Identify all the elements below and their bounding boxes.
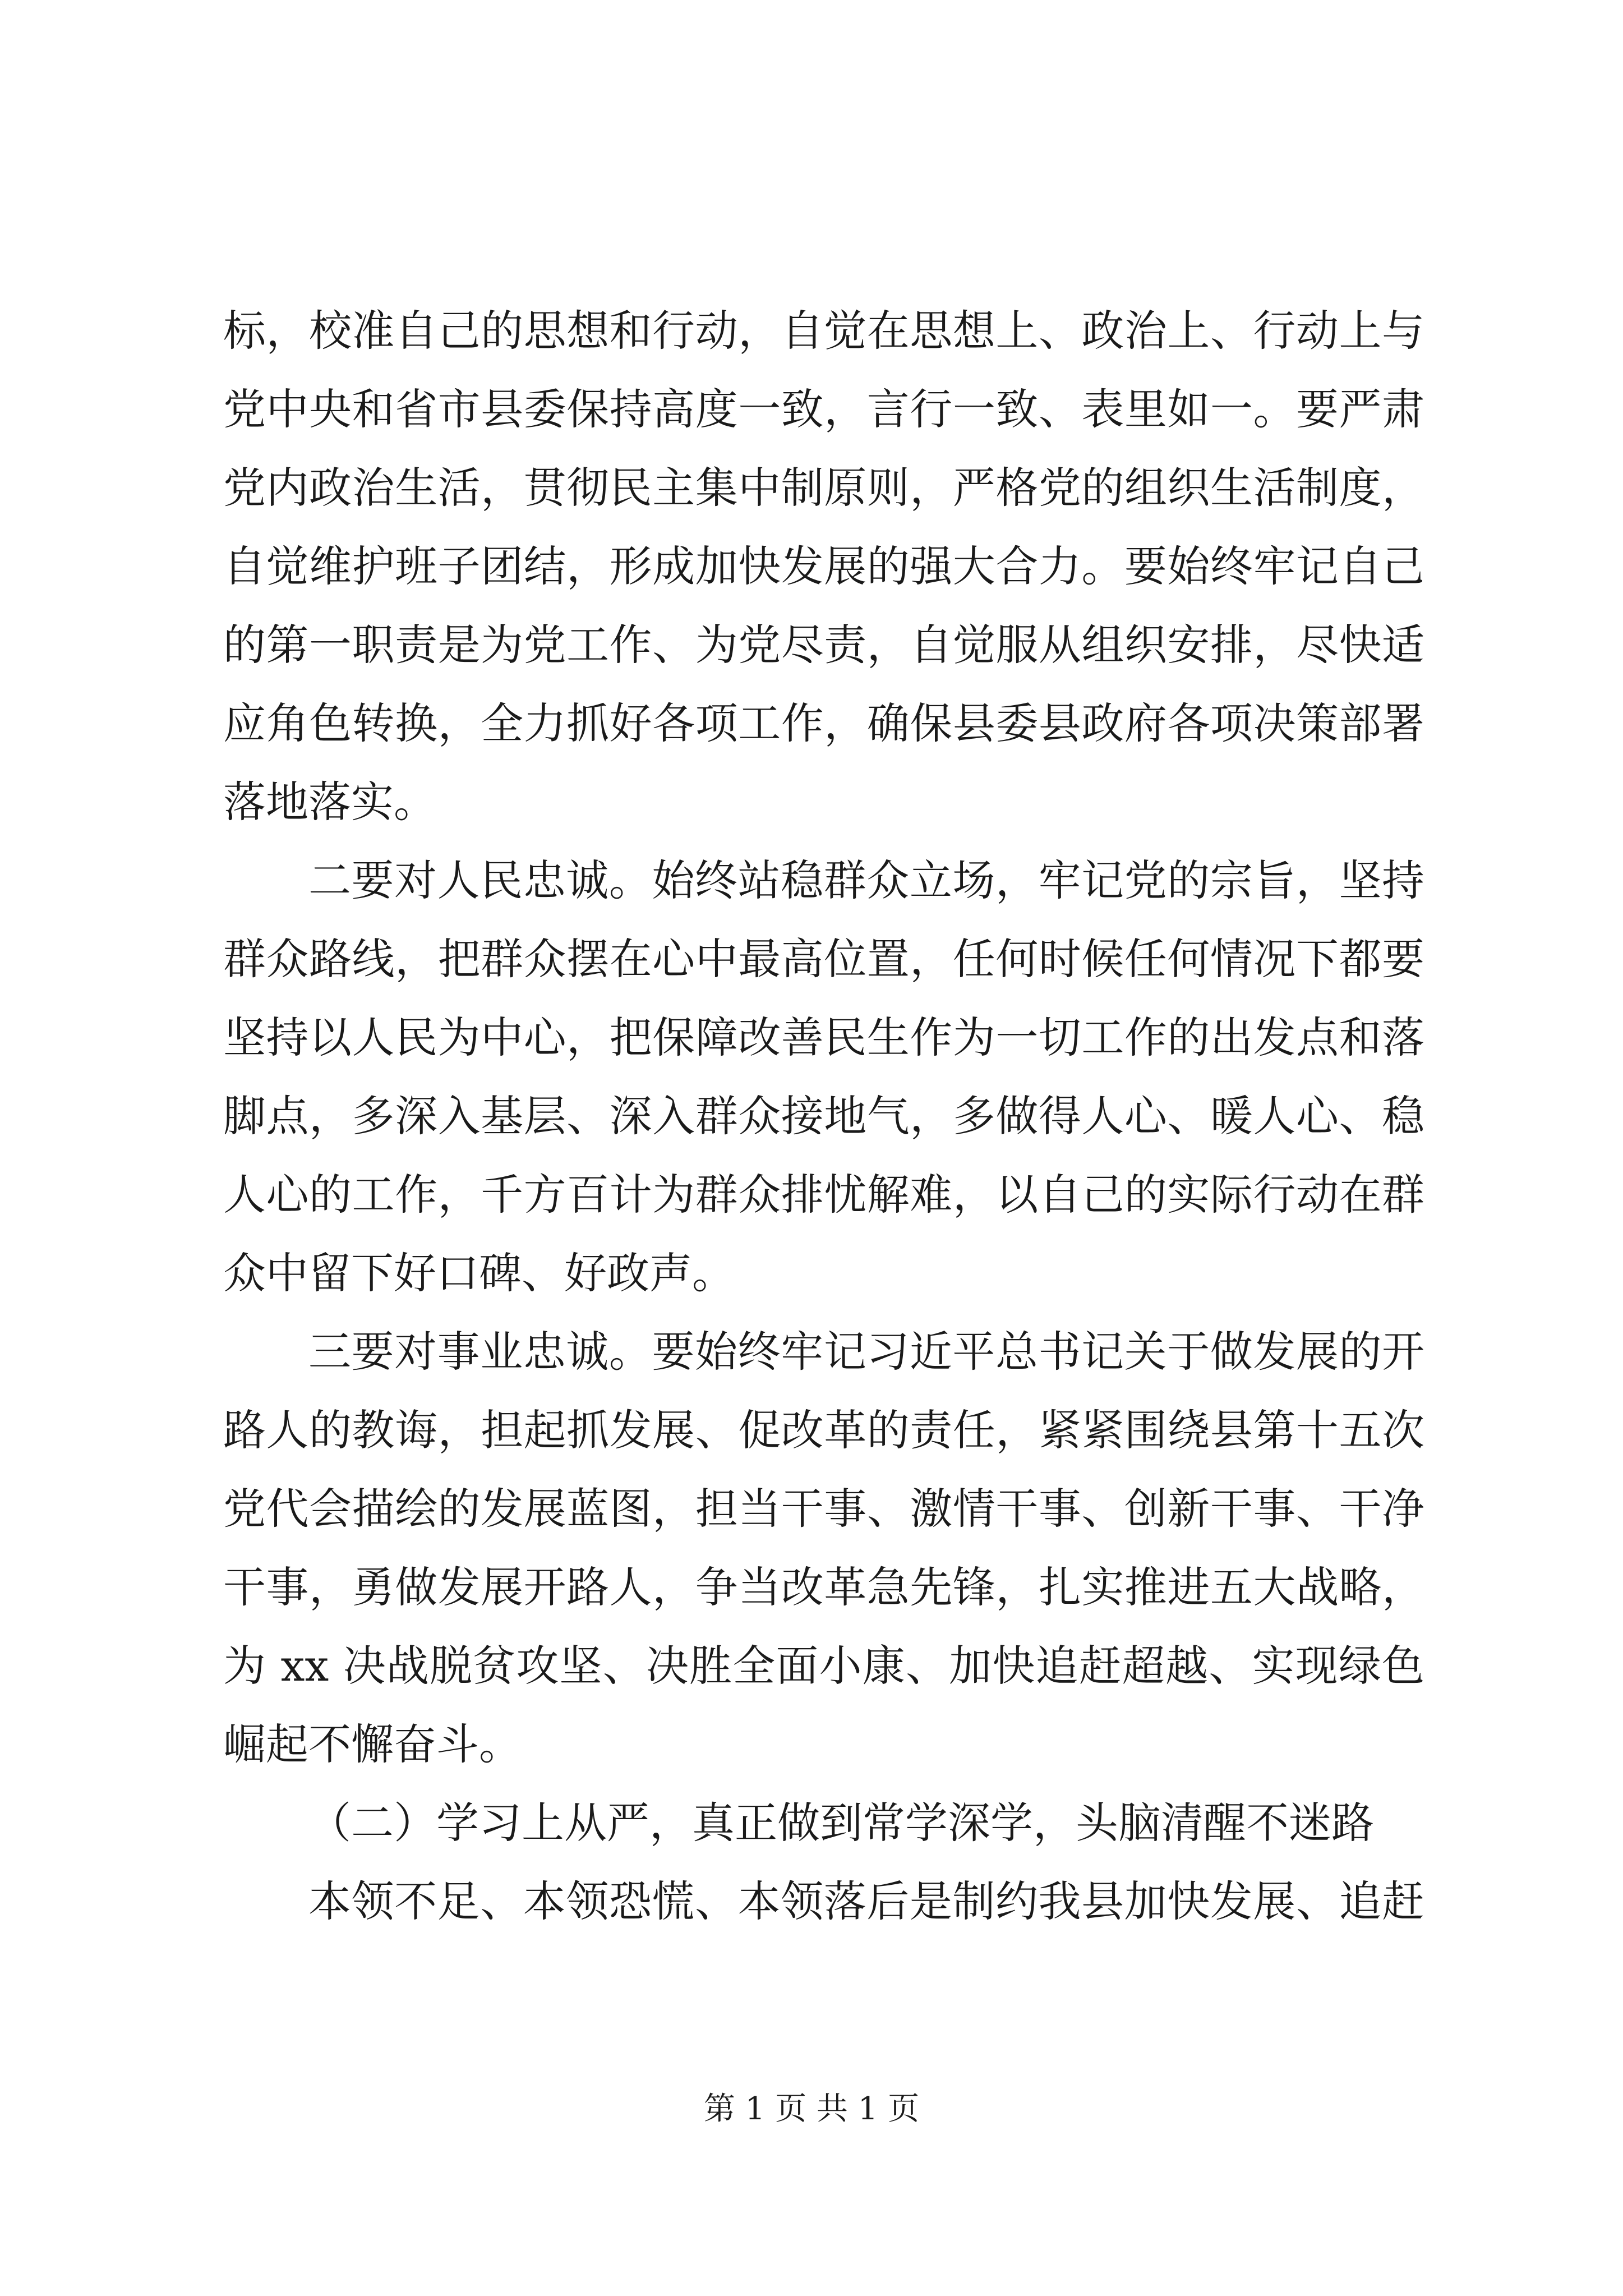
- text-line: 人心的工作，千方百计为群众排忧解难，以自己的实际行动在群: [223, 1170, 1424, 1220]
- text-line: 干事，勇做发展开路人，争当改革急先锋，扎实推进五大战略，: [223, 1562, 1424, 1612]
- section-heading: （二）学习上从严，真正做到常学深学，头脑清醒不迷路: [308, 1798, 1374, 1848]
- text-line: 为 xx 决战脱贫攻坚、决胜全面小康、加快追赶超越、实现绿色: [223, 1641, 1424, 1691]
- text-line: 自觉维护班子团结，形成加快发展的强大合力。要始终牢记自己: [223, 541, 1424, 591]
- page-footer: 第 1 页 共 1 页: [703, 2091, 920, 2127]
- text-line: 路人的教诲，担起抓发展、促改革的责任，紧紧围绕县第十五次: [223, 1405, 1424, 1455]
- text-line: 党代会描绘的发展蓝图，担当干事、激情干事、创新干事、干净: [223, 1484, 1424, 1534]
- text-line: 崛起不懈奋斗。: [223, 1719, 522, 1769]
- body-text: [223, 292, 1424, 1941]
- text-line: 本领不足、本领恐慌、本领落后是制约我县加快发展、追赶: [308, 1876, 1424, 1926]
- text-line: 三要对事业忠诚。要始终牢记习近平总书记关于做发展的开: [308, 1327, 1424, 1377]
- text-line: 脚点，多深入基层、深入群众接地气，多做得人心、暖人心、稳: [223, 1091, 1424, 1141]
- text-line: 应角色转换，全力抓好各项工作，确保县委县政府各项决策部署: [223, 698, 1424, 748]
- text-line: 的第一职责是为党工作、为党尽责，自觉服从组织安排，尽快适: [223, 620, 1424, 670]
- text-line: 标，校准自己的思想和行动，自觉在思想上、政治上、行动上与: [223, 306, 1424, 356]
- text-line: 众中留下好口碑、好政声。: [223, 1248, 735, 1298]
- text-line: 党中央和省市县委保持高度一致，言行一致、表里如一。要严肃: [223, 384, 1424, 434]
- text-line: 坚持以人民为中心，把保障改善民生作为一切工作的出发点和落: [223, 1013, 1424, 1062]
- text-line: 党内政治生活，贯彻民主集中制原则，严格党的组织生活制度，: [223, 463, 1424, 513]
- text-line: 群众路线，把群众摆在心中最高位置，任何时候任何情况下都要: [223, 934, 1424, 984]
- text-line: 落地落实。: [223, 777, 436, 827]
- text-line: 二要对人民忠诚。始终站稳群众立场，牢记党的宗旨，坚持: [308, 855, 1424, 905]
